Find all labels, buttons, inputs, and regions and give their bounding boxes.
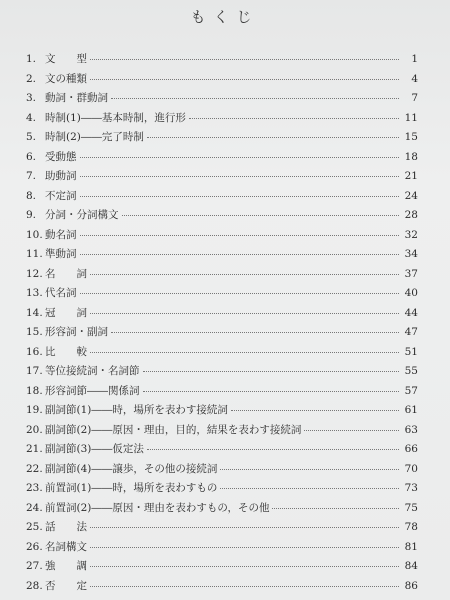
dot-leader <box>90 586 399 587</box>
toc-entry-number: 6. <box>26 150 37 163</box>
toc-entry-page: 61 <box>404 404 418 416</box>
toc-entry-number: 2. <box>26 72 37 85</box>
toc-entry-number: 10. <box>26 228 43 241</box>
dot-leader <box>147 137 399 138</box>
dot-leader <box>80 196 400 197</box>
toc-entry-title: 動詞・群動詞 <box>45 92 108 104</box>
toc-entry <box>26 285 418 305</box>
dot-leader <box>111 98 399 99</box>
toc-entry-page: 51 <box>404 345 418 358</box>
toc-entry <box>26 305 418 325</box>
toc-entry-number: 4. <box>26 111 37 124</box>
dot-leader <box>272 508 399 509</box>
toc-entry-page: 84 <box>404 560 418 572</box>
dot-leader <box>111 332 399 333</box>
dot-leader <box>90 547 399 548</box>
toc-entry <box>26 461 418 481</box>
toc-entry-number: 18. <box>26 384 43 397</box>
toc-entry-title: 前置詞(2)――原因・理由を表わすもの，その他 <box>45 501 270 514</box>
toc-entry-number: 5. <box>26 131 37 143</box>
toc-entry-number: 24. <box>26 501 43 514</box>
toc-entry <box>26 227 418 247</box>
toc-entry-title: 副詞節(1)――時，場所を表わす接続詞 <box>45 404 228 416</box>
toc-entry-page: 32 <box>404 228 418 241</box>
toc-entry-title: 時制(1)――基本時制，進行形 <box>45 111 186 124</box>
toc-entry-number: 25. <box>26 521 43 533</box>
toc-entry-title: 副詞節(4)――譲歩，その他の接続詞 <box>45 462 218 475</box>
dot-leader <box>147 449 399 450</box>
toc-entry <box>26 539 418 559</box>
dot-leader <box>80 254 400 255</box>
toc-entry-page: 66 <box>404 443 418 455</box>
toc-entry-title: 形容詞節――関係詞 <box>45 384 140 397</box>
toc-entry-title: 名詞構文 <box>45 540 87 553</box>
toc-entry-page: 73 <box>404 482 418 494</box>
toc-entry-number: 27. <box>26 560 43 572</box>
toc-entry-page: 63 <box>404 423 418 436</box>
toc-entry <box>26 402 418 422</box>
toc-entry-page: 4 <box>411 72 418 85</box>
toc-entry-page: 78 <box>404 521 418 533</box>
toc-entry-title: 名 詞 <box>45 267 87 280</box>
toc-entry-title: 代名詞 <box>45 287 77 299</box>
toc-entry-number: 15. <box>26 326 43 338</box>
toc-entry-title: 動名詞 <box>45 228 77 241</box>
toc-entry-number: 11. <box>26 248 43 260</box>
toc-entry-title: 準動詞 <box>45 248 77 260</box>
toc-entry-number: 21. <box>26 443 43 455</box>
toc-entry-page: 24 <box>404 189 418 202</box>
dot-leader <box>80 235 400 236</box>
toc-entry <box>26 246 418 266</box>
toc-entry-title: 比 較 <box>45 345 87 358</box>
toc-entry-title: 不定詞 <box>45 189 77 202</box>
toc-entry <box>26 129 418 149</box>
toc-entry-title: 受動態 <box>45 150 77 163</box>
toc-entry-number: 3. <box>26 92 37 104</box>
dot-leader <box>143 391 400 392</box>
dot-leader <box>143 371 400 372</box>
toc-entry-number: 16. <box>26 345 43 358</box>
toc-entry <box>26 207 418 227</box>
toc-entry-title: 強 調 <box>45 560 87 572</box>
toc-entry-page: 11 <box>404 111 418 124</box>
toc-entry-title: 文の種類 <box>45 72 87 85</box>
toc-entry <box>26 168 418 188</box>
toc-entry-page: 1 <box>411 53 418 65</box>
toc-entry-title: 形容詞・副詞 <box>45 326 108 338</box>
toc-entry-number: 19. <box>26 404 43 416</box>
toc-entry <box>26 90 418 110</box>
toc-entry-page: 34 <box>404 248 418 260</box>
toc-entry <box>26 344 418 364</box>
dot-leader <box>80 157 400 158</box>
toc-entry <box>26 558 418 578</box>
toc-entry-page: 28 <box>404 209 418 221</box>
toc-entry-title: 文 型 <box>45 53 87 65</box>
toc-entry-title: 副詞節(2)――原因・理由，目的，結果を表わす接続詞 <box>45 423 302 436</box>
toc-entry-title: 前置詞(1)――時，場所を表わすもの <box>45 482 218 494</box>
toc-entry <box>26 578 418 598</box>
toc-entry <box>26 500 418 520</box>
dot-leader <box>231 410 399 411</box>
toc-entry-number: 26. <box>26 540 43 553</box>
toc-entry-page: 40 <box>404 287 418 299</box>
toc-entry-page: 7 <box>411 92 418 104</box>
toc-entry <box>26 188 418 208</box>
toc-entry-number: 7. <box>26 170 37 182</box>
toc-entry-number: 12. <box>26 267 43 280</box>
toc-entry-number: 8. <box>26 189 37 202</box>
toc-entry-page: 75 <box>404 501 418 514</box>
toc-entry-number: 9. <box>26 209 37 221</box>
toc-entry-page: 37 <box>404 267 418 280</box>
toc-entry-number: 20. <box>26 423 43 436</box>
toc-entry <box>26 51 418 71</box>
toc-entry <box>26 324 418 344</box>
toc-entry-number: 28. <box>26 579 43 592</box>
toc-entry <box>26 383 418 403</box>
toc-entry-page: 44 <box>404 306 418 319</box>
toc-entry-page: 57 <box>404 384 418 397</box>
toc-entry-page: 70 <box>404 462 418 475</box>
toc-entry-title: 否 定 <box>45 579 87 592</box>
page-title: もくじ <box>190 8 260 26</box>
toc-entry-page: 81 <box>404 540 418 553</box>
toc-entry <box>26 110 418 130</box>
dot-leader <box>90 59 399 60</box>
toc-entry <box>26 480 418 500</box>
toc-entry <box>26 363 418 383</box>
toc-entry-title: 分詞・分詞構文 <box>45 209 119 221</box>
dot-leader <box>90 352 399 353</box>
dot-leader <box>90 566 399 567</box>
dot-leader <box>189 118 399 119</box>
toc-entry-title: 話 法 <box>45 521 87 533</box>
toc-entry-number: 22. <box>26 462 43 475</box>
toc-entry-title: 助動詞 <box>45 170 77 182</box>
dot-leader <box>90 313 399 314</box>
dot-leader <box>220 488 399 489</box>
toc-entry <box>26 441 418 461</box>
toc-entry-page: 15 <box>404 131 418 143</box>
toc-entry-number: 23. <box>26 482 43 494</box>
dot-leader <box>220 469 399 470</box>
toc-entry <box>26 266 418 286</box>
dot-leader <box>90 527 399 528</box>
toc-entry-title: 副詞節(3)――仮定法 <box>45 443 144 455</box>
toc-entry <box>26 519 418 539</box>
toc-entry-number: 1. <box>26 53 37 65</box>
toc-entry-number: 14. <box>26 306 43 319</box>
dot-leader <box>90 79 399 80</box>
toc-entry-title: 時制(2)――完了時制 <box>45 131 144 143</box>
toc-entry-number: 17. <box>26 365 43 377</box>
toc-entry-page: 18 <box>404 150 418 163</box>
toc-entry-page: 21 <box>404 170 418 182</box>
dot-leader <box>304 430 399 431</box>
toc-entry <box>26 422 418 442</box>
toc-entry-number: 13. <box>26 287 43 299</box>
toc-entry-page: 47 <box>404 326 418 338</box>
toc-entry <box>26 71 418 91</box>
toc-entry <box>26 149 418 169</box>
dot-leader <box>80 293 400 294</box>
toc-entry-page: 55 <box>404 365 418 377</box>
dot-leader <box>90 274 399 275</box>
toc-entry-title: 等位接続詞・名詞節 <box>45 365 140 377</box>
table-of-contents <box>26 51 418 597</box>
toc-entry-title: 冠 詞 <box>45 306 87 319</box>
dot-leader <box>122 215 400 216</box>
dot-leader <box>80 176 400 177</box>
toc-entry-page: 86 <box>404 579 418 592</box>
